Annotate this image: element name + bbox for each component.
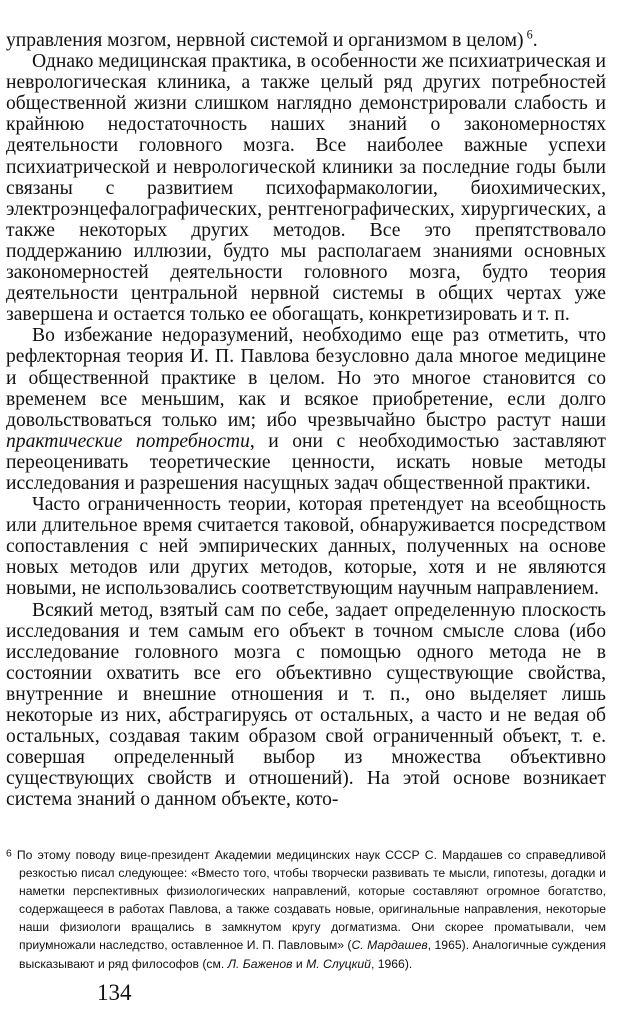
text-run: .: [532, 30, 538, 51]
emphasis-text: С. Мардашев: [351, 938, 428, 953]
page-number: 134: [97, 980, 132, 1005]
text-run: Во избежание недоразумений, необходимо еще раз отметить, что рефлекторная теория И. П. Павлова безусловно дала многое медицине и общественной практике в целом. Но это многое становится со временем все меньшим, как и всякое приобретение, если долго довольствоваться только им; ибо чрезвычайно быстро растут наши: [6, 325, 606, 431]
text-run: управления мозгом, нервной системой и организмом в целом): [6, 30, 524, 51]
main-text: [6, 27, 606, 811]
paragraph: [6, 600, 606, 811]
text-run: , 1966).: [370, 956, 413, 971]
footnote-marker: 6: [6, 848, 12, 860]
footnote: [6, 846, 606, 973]
text-run: и: [292, 956, 307, 971]
paragraph: [6, 27, 606, 51]
footnote-separator: [6, 843, 606, 844]
text-run: По этому поводу вице-президент Академии медицинских наук СССР С. Мардашев со справедливой резкостью писал следующее: «Вместо того, чтобы творчески развивать те мысли, гипотезы, догадки и наметки перспективных физиологических направлений, которые составляют огромное богатство, содержащееся в работах Павлова, а также создавать новые, оригинальные направления, некоторые наши физиологи вращались в замкнутом кругу догматизма. Они скорее проматывали, чем приумножали наследство, оставленное И. П. Павловым» (: [11, 848, 606, 953]
emphasis-text: практические потребности: [6, 430, 250, 452]
paragraph: [6, 51, 606, 325]
paragraph: [6, 325, 606, 494]
emphasis-text: М. Слуцкий: [306, 956, 371, 971]
footnote-marker: 6: [523, 27, 533, 42]
text-run: Всякий метод, взятый сам по себе, задает определенную плоскость исследования и тем самым его объект в точном смысле слова (ибо исследование головного мозга с помощью одного метода не в состоянии охватить все его объективно существующие свойства, внутренние и внешние отношения и т. п., оно выделяет лишь некоторые из них, абстрагируясь от остальных, а часто и не ведая об остальных, создавая таким образом свой ограниченный объект, т. е. совершая определенный выбор из множества объективно существующих свойств и отношений). На этой основе возникает система знаний о данном объекте, кото-: [6, 599, 606, 811]
paragraph: [6, 494, 606, 599]
emphasis-text: Л. Баженов: [227, 956, 293, 971]
text-run: , и они с необходимостью заставляют переоценивать теоретические ценности, искать новые методы исследования и разрешения насущных задач общественной практики.: [6, 430, 606, 494]
text-run: , 1965). Аналогичные суждения высказывают и ряд философов (см.: [19, 938, 606, 971]
text-run: Часто ограниченность теории, которая претендует на всеобщность или длительное время считается таковой, обнаруживается посредством сопоставления с ней эмпирических данных, полученных на основе новых методов или других методов, которые, хотя и не являются новыми, не использовались соответствующим научным направлением.: [6, 494, 606, 600]
footnote-text: [6, 846, 606, 973]
text-run: Однако медицинская практика, в особенности же психиатрическая и неврологическая клиника, а также целый ряд других потребностей общественной жизни слишком наглядно демонстрировали слабость и крайнюю недостаточность наших знаний о закономерностях деятельности головного мозга. Все наиболее важные успехи психиатрической и неврологической клиники за последние годы были связаны с развитием психофармакологии, биохимических, электроэнцефалографических, рентгенографических, хирургических, а также некоторых других методов. Все это препятствовало поддержанию иллюзии, будто мы располагаем знаниями основных закономерностей деятельности головного мозга, будто теория деятельности центральной нервной системы в общих чертах уже завершена и остается только ее обогащать, конкретизировать и т. п.: [6, 51, 606, 326]
